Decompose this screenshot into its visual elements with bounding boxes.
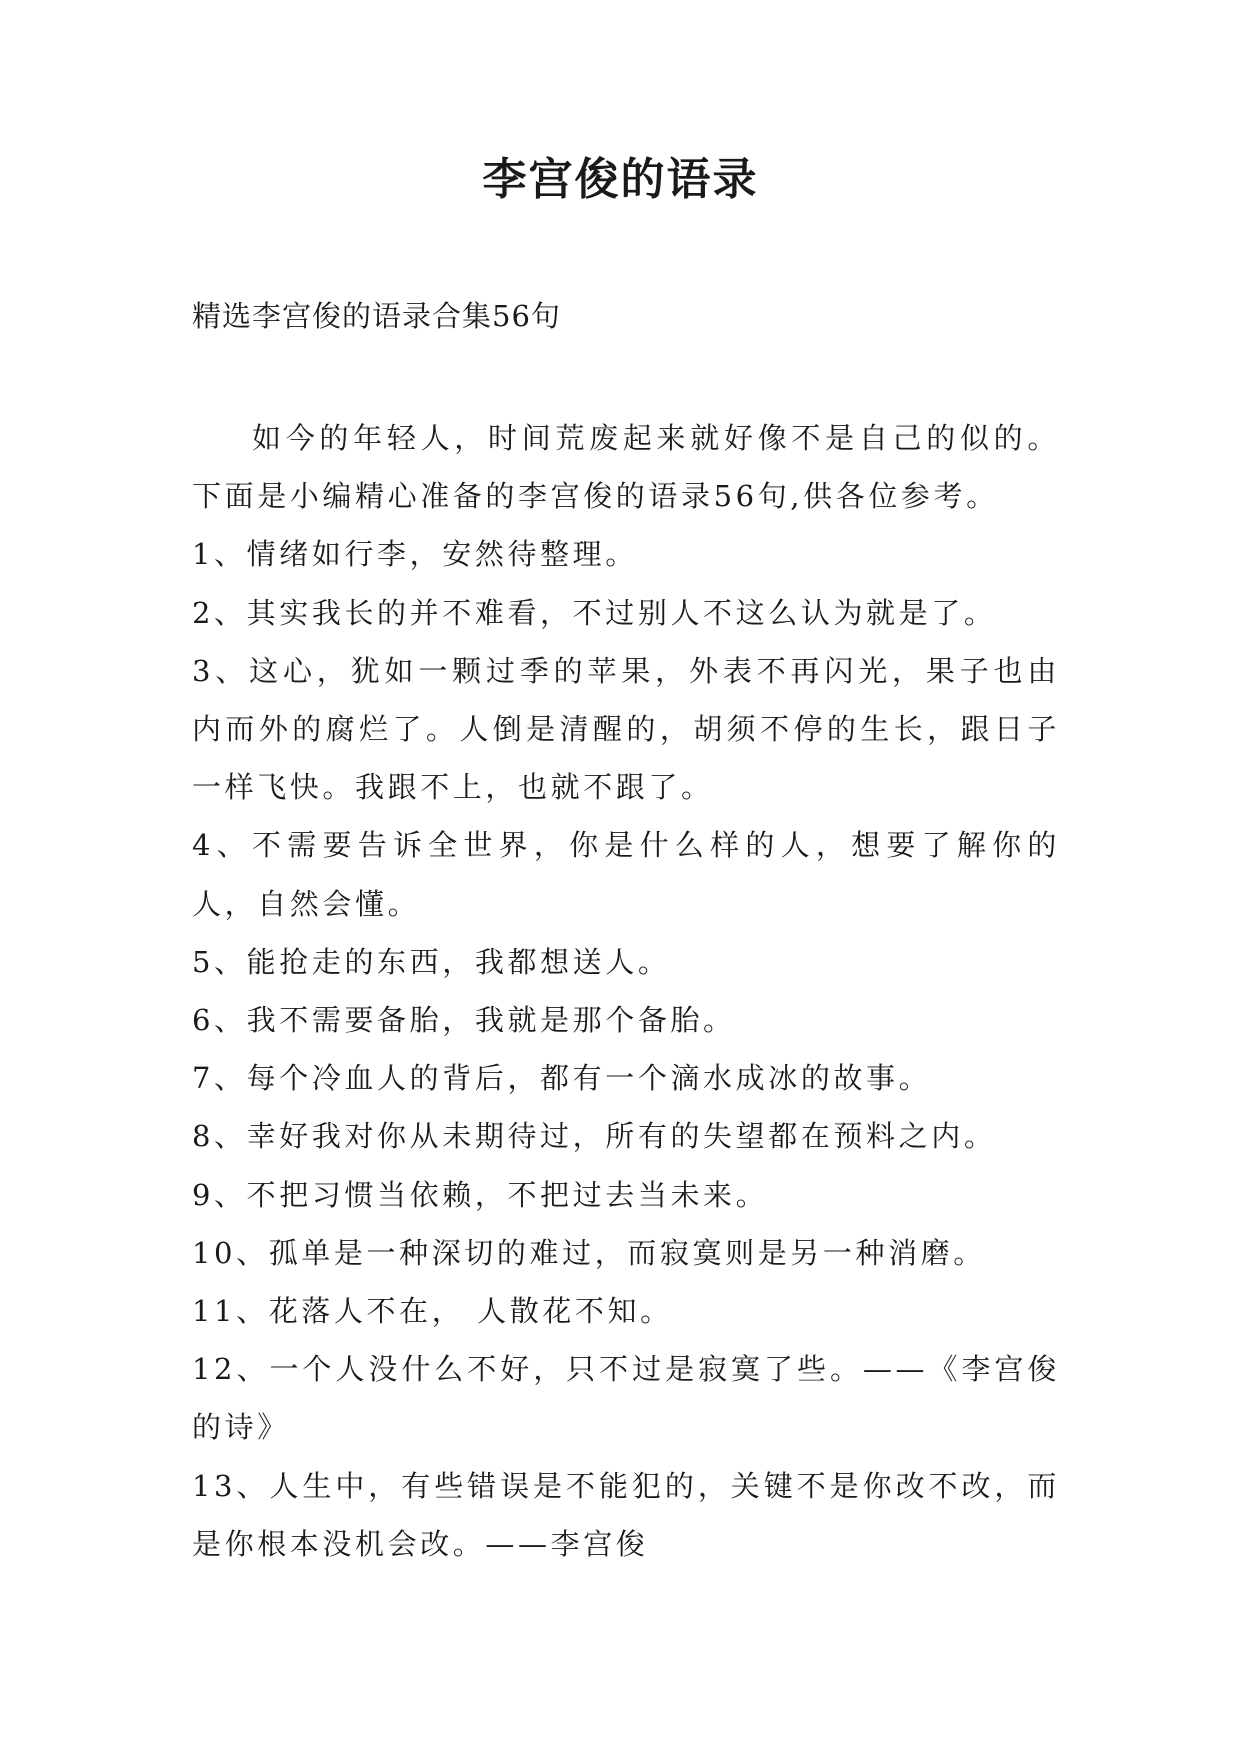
document-title: 李宫俊的语录 [482,154,759,205]
quote-item: 3、这心，犹如一颗过季的苹果，外表不再闪光，果子也由内而外的腐烂了。人倒是清醒的，胡须不停的生长，跟日子一样飞快。我跟不上，也就不跟了。 [192,653,1060,805]
quote-item: 5、能抢走的东西，我都想送人。 [192,944,671,979]
document-body [192,409,1060,1573]
quote-item: 12、一个人没什么不好，只不过是寂寞了些。——《李宫俊的诗》 [192,1352,1060,1445]
quote-item: 1、情绪如行李，安然待整理。 [192,537,638,572]
quote-item: 7、每个冷血人的背后，都有一个滴水成冰的故事。 [192,1061,932,1096]
quote-item: 8、幸好我对你从未期待过，所有的失望都在预料之内。 [192,1119,997,1154]
quote-item: 6、我不需要备胎，我就是那个备胎。 [192,1003,736,1038]
quote-item: 10、孤单是一种深切的难过，而寂寞则是另一种消磨。 [192,1235,986,1270]
quote-item: 11、花落人不在， 人散花不知。 [192,1294,673,1329]
document-subtitle: 精选李宫俊的语录合集56句 [192,299,561,333]
quote-item: 13、人生中，有些错误是不能犯的，关键不是你改不改，而是你根本没机会改。——李宫俊 [192,1468,1060,1561]
quote-item: 2、其实我长的并不难看，不过别人不这么认为就是了。 [192,595,997,630]
intro-paragraph: 如今的年轻人，时间荒废起来就好像不是自己的似的。下面是小编精心准备的李宫俊的语录56句,供各位参考。 [192,421,1060,514]
quote-item: 9、不把习惯当依赖，不把过去当未来。 [192,1177,769,1212]
quote-item: 4、不需要告诉全世界，你是什么样的人，想要了解你的人，自然会懂。 [192,828,1060,921]
